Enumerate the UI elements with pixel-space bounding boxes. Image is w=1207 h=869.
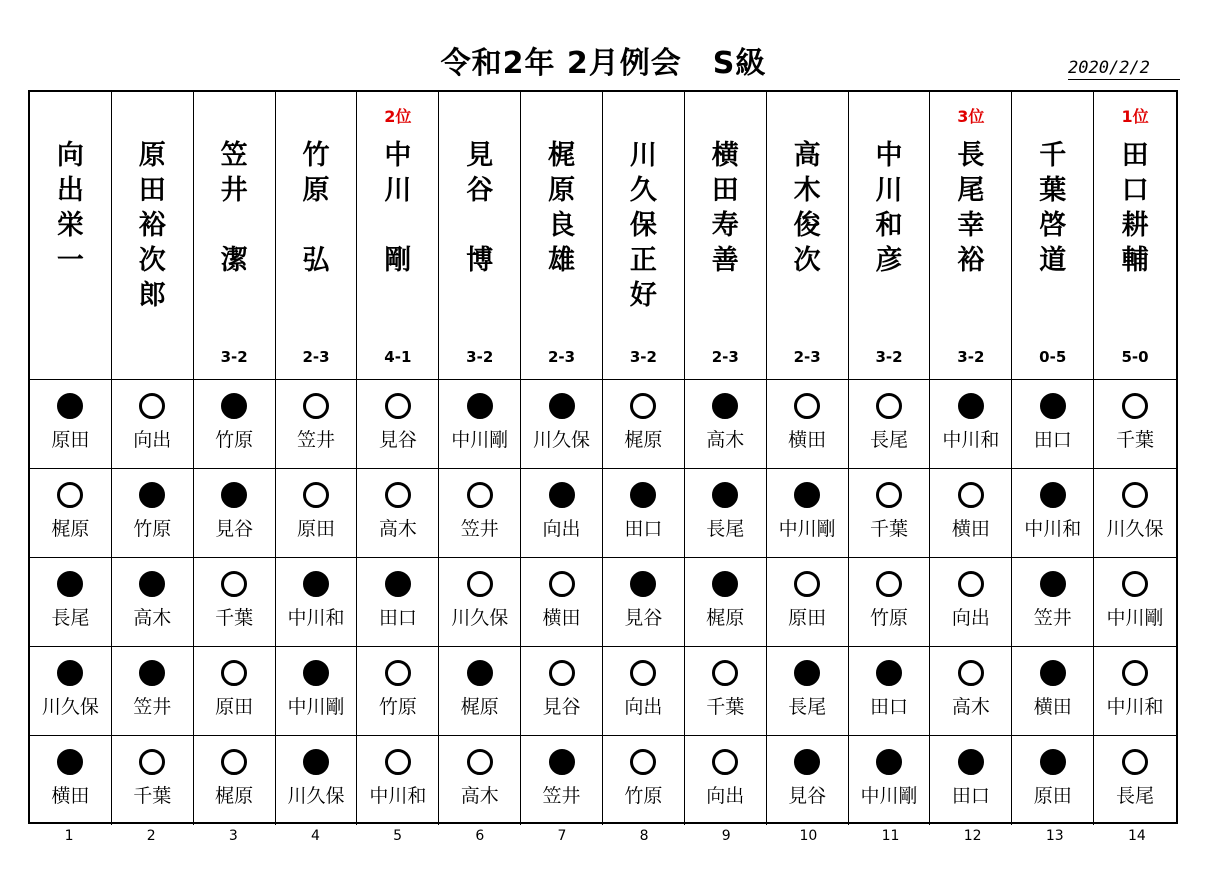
opponent-name: 原田 [1033,785,1072,807]
opponent-name: 中川和 [942,429,1000,451]
white-circle-icon [630,749,656,775]
player-record: 3-2 [466,348,494,366]
game-cell [357,469,439,558]
player-record: 5-0 [1121,348,1149,366]
black-circle-icon [467,393,493,419]
game-cell [357,736,439,825]
game-cell [1012,558,1094,647]
black-circle-icon [794,660,820,686]
game-cell [930,469,1012,558]
white-circle-icon [958,482,984,508]
opponent-name: 原田 [51,429,90,451]
opponent-name: 横田 [51,785,90,807]
game-cell [30,558,112,647]
game-cell [276,736,358,825]
player-rank: 2位 [384,107,412,126]
opponent-name: 梶原 [51,518,90,540]
opponent-name: 長尾 [788,696,827,718]
player-header [685,92,767,380]
player-record: 2-3 [548,348,576,366]
game-cell [685,469,767,558]
opponent-name: 原田 [296,518,335,540]
black-circle-icon [57,571,83,597]
opponent-name: 田口 [951,785,990,807]
black-circle-icon [712,571,738,597]
white-circle-icon [630,660,656,686]
black-circle-icon [57,393,83,419]
game-cell [930,380,1012,469]
opponent-name: 竹原 [624,785,663,807]
black-circle-icon [630,482,656,508]
player-header [112,92,194,380]
opponent-name: 向出 [133,429,172,451]
opponent-name: 竹原 [215,429,254,451]
opponent-name: 見谷 [215,518,254,540]
black-circle-icon [876,749,902,775]
game-cell [1094,558,1176,647]
opponent-name: 長尾 [51,607,90,629]
opponent-name: 笠井 [296,429,335,451]
column-number: 11 [881,828,900,844]
opponent-name: 原田 [788,607,827,629]
game-cell [1012,380,1094,469]
player-header [357,92,439,380]
game-cell [930,558,1012,647]
game-cell [439,558,521,647]
opponent-name: 見谷 [378,429,417,451]
white-circle-icon [1122,749,1148,775]
opponent-name: 中川剛 [451,429,509,451]
player-record: 3-2 [629,348,657,366]
game-cell [930,647,1012,736]
black-circle-icon [303,571,329,597]
opponent-name: 向出 [951,607,990,629]
player-header [849,92,931,380]
white-circle-icon [303,482,329,508]
opponent-name: 川久保 [451,607,509,629]
game-cell [767,380,849,469]
game-cell [603,380,685,469]
white-circle-icon [139,393,165,419]
game-cell [112,469,194,558]
column-number: 2 [146,828,156,844]
opponent-name: 中川剛 [287,696,345,718]
opponent-name: 千葉 [215,607,254,629]
black-circle-icon [1040,660,1066,686]
opponent-name: 中川和 [1106,696,1164,718]
white-circle-icon [876,482,902,508]
opponent-name: 長尾 [1116,785,1155,807]
player-header [930,92,1012,380]
player-name: 向 出 栄 一 [56,140,84,276]
player-record: 3-2 [220,348,248,366]
player-name: 中 川 和 彦 [875,140,903,276]
game-cell [603,647,685,736]
player-header [439,92,521,380]
player-name: 笠 井 潔 [220,140,248,276]
game-cell [439,380,521,469]
column-number: 4 [311,828,320,844]
player-header [767,92,849,380]
game-cell [112,736,194,825]
opponent-name: 見谷 [788,785,827,807]
column-number: 8 [639,828,649,844]
game-cell [439,647,521,736]
column-number: 5 [393,828,403,844]
opponent-name: 横田 [788,429,827,451]
opponent-name: 笠井 [542,785,581,807]
player-record: 2-3 [302,348,330,366]
player-name: 中 川 剛 [384,140,412,276]
player-record: 3-2 [875,348,903,366]
column-number: 9 [721,828,731,844]
opponent-name: 梶原 [460,696,499,718]
game-cell [849,647,931,736]
player-name: 竹 原 弘 [302,140,330,276]
black-circle-icon [303,749,329,775]
black-circle-icon [794,482,820,508]
player-record: 2-3 [711,348,739,366]
opponent-name: 横田 [1033,696,1072,718]
white-circle-icon [1122,482,1148,508]
game-cell [849,736,931,825]
black-circle-icon [57,749,83,775]
opponent-name: 笠井 [133,696,172,718]
game-cell [1012,469,1094,558]
column-number: 10 [799,828,818,844]
game-cell [357,558,439,647]
opponent-name: 中川和 [1024,518,1082,540]
game-cell [194,736,276,825]
opponent-name: 向出 [706,785,745,807]
black-circle-icon [549,749,575,775]
opponent-name: 田口 [1033,429,1072,451]
game-cell [930,736,1012,825]
white-circle-icon [794,571,820,597]
opponent-name: 横田 [542,607,581,629]
game-cell [849,558,931,647]
game-cell [603,736,685,825]
page-title: 令和2年 2月例会 S級 [440,46,767,81]
opponent-name: 川久保 [1106,518,1164,540]
player-header [603,92,685,380]
game-cell [685,736,767,825]
white-circle-icon [385,749,411,775]
white-circle-icon [958,660,984,686]
player-header [1012,92,1094,380]
black-circle-icon [385,571,411,597]
opponent-name: 川久保 [287,785,345,807]
column-number: 14 [1128,828,1146,844]
game-cell [30,380,112,469]
black-circle-icon [1040,393,1066,419]
opponent-name: 原田 [215,696,254,718]
black-circle-icon [139,482,165,508]
black-circle-icon [1040,482,1066,508]
opponent-name: 梶原 [215,785,254,807]
player-name: 横 田 寿 善 [711,140,739,276]
black-circle-icon [549,482,575,508]
game-cell [849,469,931,558]
opponent-name: 向出 [542,518,581,540]
opponent-name: 向出 [624,696,663,718]
white-circle-icon [630,393,656,419]
game-cell [439,469,521,558]
game-cell [194,469,276,558]
player-record: 3-2 [957,348,985,366]
black-circle-icon [139,571,165,597]
opponent-name: 高木 [133,607,172,629]
game-cell [112,647,194,736]
opponent-name: 横田 [951,518,990,540]
opponent-name: 中川和 [369,785,427,807]
black-circle-icon [794,749,820,775]
game-cell [30,469,112,558]
black-circle-icon [303,660,329,686]
black-circle-icon [57,660,83,686]
white-circle-icon [467,571,493,597]
game-cell [1094,736,1176,825]
white-circle-icon [221,749,247,775]
game-cell [767,558,849,647]
black-circle-icon [139,660,165,686]
game-cell [30,647,112,736]
black-circle-icon [221,393,247,419]
game-cell [112,380,194,469]
white-circle-icon [794,393,820,419]
player-name: 長 尾 幸 裕 [957,140,985,276]
game-cell [30,736,112,825]
white-circle-icon [221,660,247,686]
game-cell [194,558,276,647]
white-circle-icon [1122,393,1148,419]
game-cell [276,558,358,647]
column-number: 6 [475,828,485,844]
opponent-name: 見谷 [542,696,581,718]
white-circle-icon [876,571,902,597]
player-record: 0-5 [1039,348,1067,366]
player-name: 見 谷 博 [466,140,494,276]
opponent-name: 見谷 [624,607,663,629]
white-circle-icon [876,393,902,419]
white-circle-icon [385,660,411,686]
white-circle-icon [1122,660,1148,686]
player-name: 原 田 裕 次 郎 [138,140,166,311]
white-circle-icon [467,482,493,508]
opponent-name: 川久保 [41,696,99,718]
black-circle-icon [958,393,984,419]
opponent-name: 長尾 [706,518,745,540]
black-circle-icon [712,482,738,508]
white-circle-icon [139,749,165,775]
game-cell [767,647,849,736]
opponent-name: 竹原 [378,696,417,718]
game-cell [1094,469,1176,558]
opponent-name: 千葉 [1116,429,1155,451]
player-name: 田 口 耕 輔 [1121,140,1149,276]
opponent-name: 笠井 [460,518,499,540]
column-numbers [28,828,1178,844]
game-cell [357,380,439,469]
opponent-name: 中川和 [287,607,345,629]
black-circle-icon [1040,571,1066,597]
white-circle-icon [303,393,329,419]
opponent-name: 笠井 [1033,607,1072,629]
results-table [28,90,1178,824]
white-circle-icon [221,571,247,597]
game-cell [194,647,276,736]
white-circle-icon [1122,571,1148,597]
black-circle-icon [549,393,575,419]
game-cell [194,380,276,469]
game-cell [849,380,931,469]
game-cell [276,380,358,469]
game-cell [767,469,849,558]
game-cell [1094,647,1176,736]
opponent-name: 中川剛 [778,518,836,540]
player-rank: 3位 [957,107,985,126]
game-cell [521,647,603,736]
opponent-name: 中川剛 [860,785,918,807]
player-header [194,92,276,380]
opponent-name: 高木 [378,518,417,540]
column-number: 1 [64,828,74,844]
game-cell [276,647,358,736]
opponent-name: 田口 [378,607,417,629]
opponent-name: 竹原 [869,607,908,629]
opponent-name: 田口 [624,518,663,540]
opponent-name: 中川剛 [1106,607,1164,629]
opponent-name: 長尾 [869,429,908,451]
column-number: 7 [557,828,567,844]
black-circle-icon [1040,749,1066,775]
white-circle-icon [712,660,738,686]
opponent-name: 高木 [460,785,499,807]
player-header [30,92,112,380]
white-circle-icon [958,571,984,597]
opponent-name: 梶原 [706,607,745,629]
player-name: 梶 原 良 雄 [548,140,576,276]
black-circle-icon [221,482,247,508]
game-cell [685,647,767,736]
player-name: 千 葉 啓 道 [1039,140,1067,276]
player-name: 高 木 俊 次 [793,140,821,276]
opponent-name: 高木 [706,429,745,451]
game-cell [603,558,685,647]
game-cell [276,469,358,558]
opponent-name: 梶原 [624,429,663,451]
game-cell [357,647,439,736]
game-cell [1012,736,1094,825]
game-cell [521,469,603,558]
black-circle-icon [712,393,738,419]
player-record: 4-1 [384,348,412,366]
game-cell [1094,380,1176,469]
game-cell [685,380,767,469]
opponent-name: 千葉 [133,785,172,807]
column-number: 3 [228,828,238,844]
white-circle-icon [549,660,575,686]
black-circle-icon [467,660,493,686]
white-circle-icon [385,482,411,508]
white-circle-icon [385,393,411,419]
white-circle-icon [467,749,493,775]
column-number: 12 [963,828,982,844]
game-cell [521,558,603,647]
opponent-name: 高木 [951,696,990,718]
game-cell [439,736,521,825]
white-circle-icon [57,482,83,508]
game-cell [767,736,849,825]
player-record: 2-3 [793,348,821,366]
player-rank: 1位 [1121,107,1149,126]
opponent-name: 千葉 [869,518,908,540]
game-cell [112,558,194,647]
black-circle-icon [958,749,984,775]
column-number: 13 [1045,828,1064,844]
opponent-name: 田口 [869,696,908,718]
player-header [276,92,358,380]
game-cell [521,380,603,469]
player-name: 川 久 保 正 好 [629,140,657,311]
player-header [1094,92,1176,380]
opponent-name: 竹原 [133,518,172,540]
black-circle-icon [630,571,656,597]
opponent-name: 千葉 [706,696,745,718]
event-date: 2020/2/2 [1068,58,1180,80]
player-header [521,92,603,380]
game-cell [603,469,685,558]
game-cell [685,558,767,647]
opponent-name: 川久保 [533,429,591,451]
game-cell [1012,647,1094,736]
game-cell [521,736,603,825]
white-circle-icon [712,749,738,775]
white-circle-icon [549,571,575,597]
black-circle-icon [876,660,902,686]
